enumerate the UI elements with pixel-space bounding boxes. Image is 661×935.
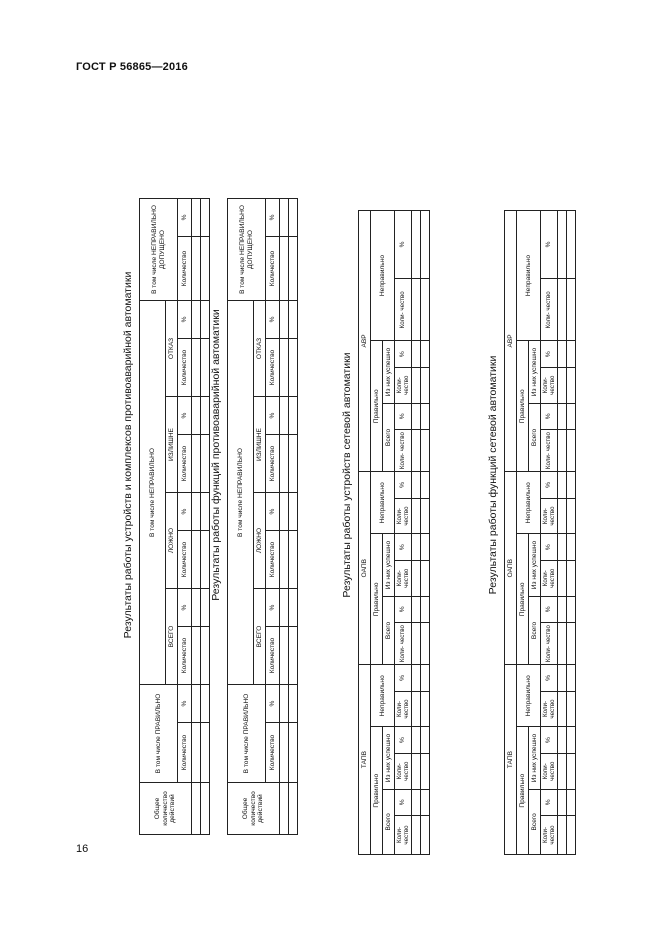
- header-qty: Количество: [266, 531, 280, 589]
- header-vsego: Всего: [529, 596, 541, 665]
- results-table: [139, 74, 210, 835]
- header-group-tapv: ТАПВ: [505, 665, 517, 855]
- header-qty: Количество: [266, 236, 280, 300]
- header-pct: %: [395, 472, 412, 498]
- header-total-actions: Общее количество действий: [228, 783, 280, 835]
- header-izlishne: ИЗЛИШНЕ: [166, 397, 178, 493]
- header-qty: Коли- чество: [395, 815, 412, 854]
- header-correct: Правильно: [517, 534, 529, 665]
- page-number: 16: [76, 843, 89, 855]
- table-title: Результаты работы устройств и комплексов противоаварийной автоматики: [122, 271, 134, 639]
- header-qty: Коли- чество: [541, 279, 558, 341]
- header-iz-nih: Из них успешно: [529, 727, 541, 789]
- header-lozhno: ЛОЖНО: [254, 493, 266, 589]
- header-qty: Количество: [178, 723, 192, 783]
- header-incorrect: В том числе НЕПРАВИЛЬНО: [228, 300, 254, 684]
- table-block-3: [336, 95, 421, 855]
- header-pct: %: [541, 341, 558, 367]
- header-vsego: Всего: [383, 403, 395, 472]
- document-header: ГОСТ Р 56865—2016: [76, 61, 188, 73]
- header-vsego: Всего: [529, 403, 541, 472]
- header-qty: Коли- чество: [541, 430, 558, 472]
- header-pct: %: [178, 198, 192, 236]
- header-correct: Правильно: [371, 727, 383, 855]
- header-correct: В том числе ПРАВИЛЬНО: [228, 685, 266, 783]
- header-correct: Правильно: [371, 534, 383, 665]
- header-incorrect-allowed: В том числе НЕПРАВИЛЬНО ДОПУЩЕНО: [140, 198, 178, 300]
- results-table: [227, 74, 298, 835]
- header-group-oapv: ОАПВ: [359, 472, 371, 665]
- header-pct: %: [541, 472, 558, 498]
- header-qty: Коли- чество: [395, 691, 412, 727]
- header-pct: %: [266, 493, 280, 531]
- header-qty: Коли- чество: [541, 623, 558, 665]
- header-qty: Коли- чество: [541, 691, 558, 727]
- header-incorrect: Неправильно: [371, 472, 395, 534]
- header-qty: Коли- чество: [395, 623, 412, 665]
- header-pct: %: [395, 665, 412, 691]
- header-vsego: Всего: [383, 789, 395, 854]
- header-qty: Количество: [266, 723, 280, 783]
- header-vsego: ВСЕГО: [254, 589, 266, 685]
- header-pct: %: [541, 596, 558, 622]
- header-pct: %: [266, 397, 280, 435]
- header-qty: Количество: [178, 627, 192, 685]
- header-qty: Коли- чество: [395, 279, 412, 341]
- header-pct: %: [178, 397, 192, 435]
- header-incorrect: Неправильно: [517, 210, 541, 341]
- header-qty: Количество: [266, 627, 280, 685]
- header-pct: %: [541, 789, 558, 815]
- header-iz-nih: Из них успешно: [383, 341, 395, 403]
- header-otkaz: ОТКАЗ: [254, 300, 266, 396]
- header-vsego: ВСЕГО: [166, 589, 178, 685]
- header-pct: %: [266, 589, 280, 627]
- header-qty: Количество: [178, 236, 192, 300]
- table-title: Результаты работы функций противоаварийной автоматики: [210, 309, 222, 601]
- header-izlishne: ИЗЛИШНЕ: [254, 397, 266, 493]
- header-correct: Правильно: [517, 341, 529, 472]
- header-qty: Коли- чество: [541, 367, 558, 403]
- header-incorrect: Неправильно: [517, 665, 541, 727]
- header-vsego: Всего: [529, 789, 541, 854]
- header-qty: Коли- чество: [541, 560, 558, 596]
- header-pct: %: [266, 198, 280, 236]
- header-pct: %: [395, 210, 412, 279]
- header-group-tapv: ТАПВ: [359, 665, 371, 855]
- header-pct: %: [266, 300, 280, 338]
- header-otkaz: ОТКАЗ: [166, 300, 178, 396]
- header-pct: %: [395, 534, 412, 560]
- header-lozhno: ЛОЖНО: [166, 493, 178, 589]
- header-pct: %: [541, 403, 558, 429]
- header-qty: Количество: [178, 531, 192, 589]
- header-correct: Правильно: [371, 341, 383, 472]
- table-title: Результаты работы функций сетевой автоматики: [487, 355, 499, 595]
- header-vsego: Всего: [383, 596, 395, 665]
- header-pct: %: [395, 596, 412, 622]
- header-pct: %: [541, 727, 558, 753]
- header-qty: Количество: [178, 435, 192, 493]
- header-incorrect: Неправильно: [517, 472, 541, 534]
- header-pct: %: [178, 589, 192, 627]
- header-pct: %: [395, 341, 412, 367]
- header-qty: Коли- чество: [541, 753, 558, 789]
- table-block-1: [117, 75, 202, 835]
- header-pct: %: [541, 210, 558, 279]
- header-pct: %: [395, 403, 412, 429]
- header-qty: Коли- чество: [395, 753, 412, 789]
- header-pct: %: [178, 685, 192, 723]
- header-pct: %: [178, 300, 192, 338]
- table-block-4: [482, 95, 567, 855]
- header-qty: Коли- чество: [395, 430, 412, 472]
- header-pct: %: [541, 534, 558, 560]
- header-incorrect: Неправильно: [371, 665, 395, 727]
- results-table: [504, 95, 576, 855]
- header-qty: Коли- чество: [395, 367, 412, 403]
- header-correct: В том числе ПРАВИЛЬНО: [140, 685, 178, 783]
- results-table: [358, 95, 430, 855]
- header-pct: %: [178, 493, 192, 531]
- header-pct: %: [395, 727, 412, 753]
- header-pct: %: [541, 665, 558, 691]
- header-incorrect: Неправильно: [371, 210, 395, 341]
- header-qty: Коли- чество: [395, 560, 412, 596]
- header-correct: Правильно: [517, 727, 529, 855]
- table-block-2: [205, 75, 290, 835]
- header-iz-nih: Из них успешно: [383, 534, 395, 596]
- header-group-oapv: ОАПВ: [505, 472, 517, 665]
- header-group-avr: АВР: [359, 210, 371, 472]
- header-incorrect-allowed: В том числе НЕПРАВИЛЬНО ДОПУЩЕНО: [228, 198, 266, 300]
- header-total-actions: Общее количество действий: [140, 783, 192, 835]
- header-qty: Коли- чество: [395, 498, 412, 534]
- header-qty: Количество: [178, 339, 192, 397]
- header-iz-nih: Из них успешно: [529, 534, 541, 596]
- header-group-avr: АВР: [505, 210, 517, 472]
- header-qty: Коли- чество: [541, 498, 558, 534]
- header-qty: Коли- чество: [541, 815, 558, 854]
- header-incorrect: В том числе НЕПРАВИЛЬНО: [140, 300, 166, 684]
- header-iz-nih: Из них успешно: [529, 341, 541, 403]
- table-title: Результаты работы устройств сетевой автоматики: [341, 352, 353, 598]
- header-pct: %: [395, 789, 412, 815]
- header-qty: Количество: [266, 435, 280, 493]
- header-qty: Количество: [266, 339, 280, 397]
- header-pct: %: [266, 685, 280, 723]
- header-iz-nih: Из них успешно: [383, 727, 395, 789]
